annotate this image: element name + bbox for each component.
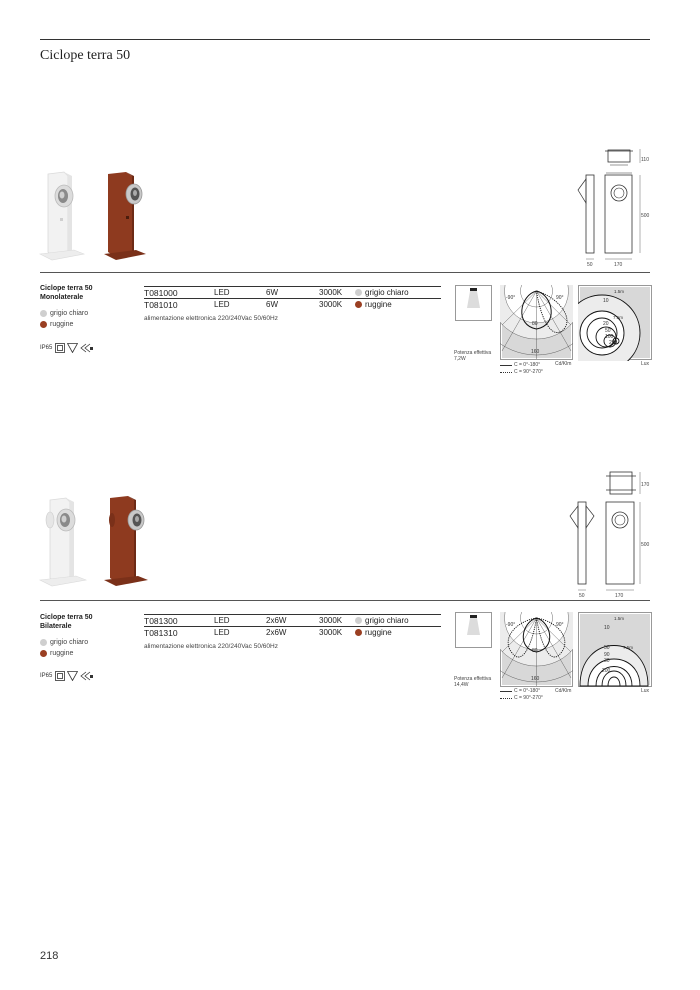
product-code-table (144, 286, 441, 322)
polar-r2: 160 (531, 676, 540, 682)
supply-note: alimentazione elettronica 220/240Vac 50/60Hz (144, 643, 278, 650)
rust-swatch (355, 629, 362, 636)
bollard-photo-white (38, 494, 88, 588)
finish-item-grey (40, 308, 88, 319)
finish-label: ruggine (50, 321, 74, 328)
certification-icons (40, 343, 94, 353)
legend-label: C = 90°-270° (514, 695, 543, 701)
power-label-title: Potenza effettiva (454, 676, 492, 682)
product-name-line1: Ciclope terra 50 (40, 285, 93, 292)
ip-rating: IP65 (40, 673, 53, 679)
bollard-photo-rust (104, 172, 150, 262)
product-code-table (144, 614, 441, 650)
product-name (40, 284, 93, 302)
power: 2x6W (266, 628, 287, 637)
color-temp: 3000K (319, 616, 343, 625)
finish-item-rust (40, 319, 88, 330)
iso-level-1: 20 (603, 321, 609, 327)
dim-height: 500 (641, 213, 650, 219)
finish-label: ruggine (50, 650, 74, 657)
product-name (40, 613, 93, 631)
legend-swatch-dotted (500, 372, 512, 373)
polar-unit: Cd/Klm (555, 361, 572, 367)
finish-item-grey (40, 637, 88, 648)
grey-swatch (40, 310, 47, 317)
certification-icons (40, 671, 94, 681)
isolux-diagram (578, 285, 652, 361)
product-code: T081010 (144, 299, 178, 310)
supply-note: alimentazione elettronica 220/240Vac 50/60Hz (144, 315, 278, 322)
page-title: Ciclope terra 50 (40, 48, 131, 63)
polar-left-angle: -90° (506, 295, 516, 301)
finish-cell (355, 616, 409, 625)
bollard-photo-rust (104, 496, 150, 588)
legend-line-dotted (500, 695, 543, 701)
iso-unit: Lux (641, 688, 650, 694)
light-source: LED (214, 300, 230, 309)
table-row (144, 298, 441, 310)
color-temp: 3000K (319, 300, 343, 309)
ip-rating: IP65 (40, 345, 53, 351)
iso-level-2: 50 (605, 328, 611, 334)
power-label (454, 676, 491, 688)
polar-r1: 80 (532, 321, 538, 327)
polar-unit: Cd/Klm (555, 688, 572, 694)
color-temp: 3000K (319, 628, 343, 637)
power: 6W (266, 288, 278, 297)
product-code: T081310 (144, 627, 178, 638)
top-rule (40, 39, 650, 40)
dim-side: 50 (579, 593, 585, 599)
light-source: LED (214, 288, 230, 297)
dim-height: 500 (641, 542, 650, 548)
beam-icon (456, 286, 491, 320)
finish-text: ruggine (365, 300, 392, 309)
iso-level-0: 10 (603, 298, 609, 304)
section-rule (40, 272, 650, 273)
legend-line-solid (500, 362, 540, 368)
beam-icon (456, 613, 491, 647)
f-mark-icon (67, 343, 78, 353)
ce-mark-icon (80, 343, 94, 353)
finish-list (40, 308, 88, 330)
light-source: LED (214, 616, 230, 625)
iso-level-3: 30 (604, 658, 610, 664)
class-ii-icon (55, 671, 65, 681)
grey-swatch (40, 639, 47, 646)
power-label-value: 7,2W (454, 356, 466, 362)
dim-front: 170 (614, 262, 623, 268)
beam-icon-box (455, 612, 492, 648)
bollard-photo-white (38, 170, 88, 262)
grey-swatch (355, 617, 362, 624)
power: 2x6W (266, 616, 287, 625)
finish-label: grigio chiaro (50, 639, 89, 646)
polar-left-angle: -90° (506, 622, 516, 628)
product-name-line1: Ciclope terra 50 (40, 614, 93, 621)
iso-level-0: 10 (604, 625, 610, 631)
legend-label: C = 90°-270° (514, 369, 543, 375)
ce-mark-icon (80, 671, 94, 681)
finish-item-rust (40, 648, 88, 659)
dimension-drawing (566, 466, 660, 601)
iso-level-1: 50 (604, 645, 610, 651)
isolux-diagram (578, 612, 652, 688)
iso-width: 7.5m (623, 645, 634, 650)
rust-swatch (40, 650, 47, 657)
finish-cell (355, 300, 392, 309)
f-mark-icon (67, 671, 78, 681)
legend-swatch-solid (500, 365, 512, 366)
section-rule (40, 600, 650, 601)
class-ii-icon (55, 343, 65, 353)
product-code: T081000 (144, 287, 178, 298)
table-row (144, 614, 441, 626)
polar-right-angle: 90° (556, 622, 564, 628)
iso-unit: Lux (641, 361, 650, 367)
dimension-drawing (570, 145, 660, 270)
finish-text: ruggine (365, 628, 392, 637)
dim-top: 110 (641, 157, 649, 163)
table-row (144, 626, 441, 638)
beam-icon-box (455, 285, 492, 321)
polar-diagram (500, 285, 573, 361)
power: 6W (266, 300, 278, 309)
finish-text: grigio chiaro (365, 616, 409, 625)
finish-cell (355, 288, 409, 297)
dim-front: 170 (615, 593, 624, 599)
legend-label: C = 0°-180° (514, 688, 541, 694)
iso-width: 7.5m (613, 315, 624, 320)
dim-top: 170 (641, 482, 650, 488)
product-code: T081300 (144, 615, 178, 626)
polar-right-angle: 90° (556, 295, 564, 301)
rust-swatch (40, 321, 47, 328)
finish-cell (355, 628, 392, 637)
product-name-line2: Bilaterale (40, 623, 72, 630)
power-label-title: Potenza effettiva (454, 350, 492, 356)
legend-swatch-dotted (500, 698, 512, 699)
iso-level-2: 90 (604, 652, 610, 658)
iso-distance: 1.5m (614, 616, 625, 621)
legend-label: C = 0°-180° (514, 362, 541, 368)
legend-swatch-solid (500, 691, 512, 692)
grey-swatch (355, 289, 362, 296)
light-source: LED (214, 628, 230, 637)
table-row (144, 286, 441, 298)
dim-side: 50 (587, 262, 593, 268)
iso-level-4: 200 (609, 340, 618, 346)
color-temp: 3000K (319, 288, 343, 297)
legend-line-solid (500, 688, 540, 694)
power-label-value: 14,4W (454, 682, 469, 688)
iso-level-4: 200 (602, 668, 611, 674)
page-number: 218 (40, 950, 59, 962)
finish-text: grigio chiaro (365, 288, 409, 297)
polar-r2: 160 (531, 349, 540, 355)
iso-level-3: 100 (605, 334, 614, 340)
finish-list (40, 637, 88, 659)
legend-line-dotted (500, 369, 543, 375)
product-name-line2: Monolaterale (40, 294, 84, 301)
iso-distance: 1.5m (614, 289, 625, 294)
finish-label: grigio chiaro (50, 310, 89, 317)
polar-r1: 80 (532, 648, 538, 654)
polar-diagram (500, 612, 573, 688)
rust-swatch (355, 301, 362, 308)
power-label (454, 350, 491, 362)
